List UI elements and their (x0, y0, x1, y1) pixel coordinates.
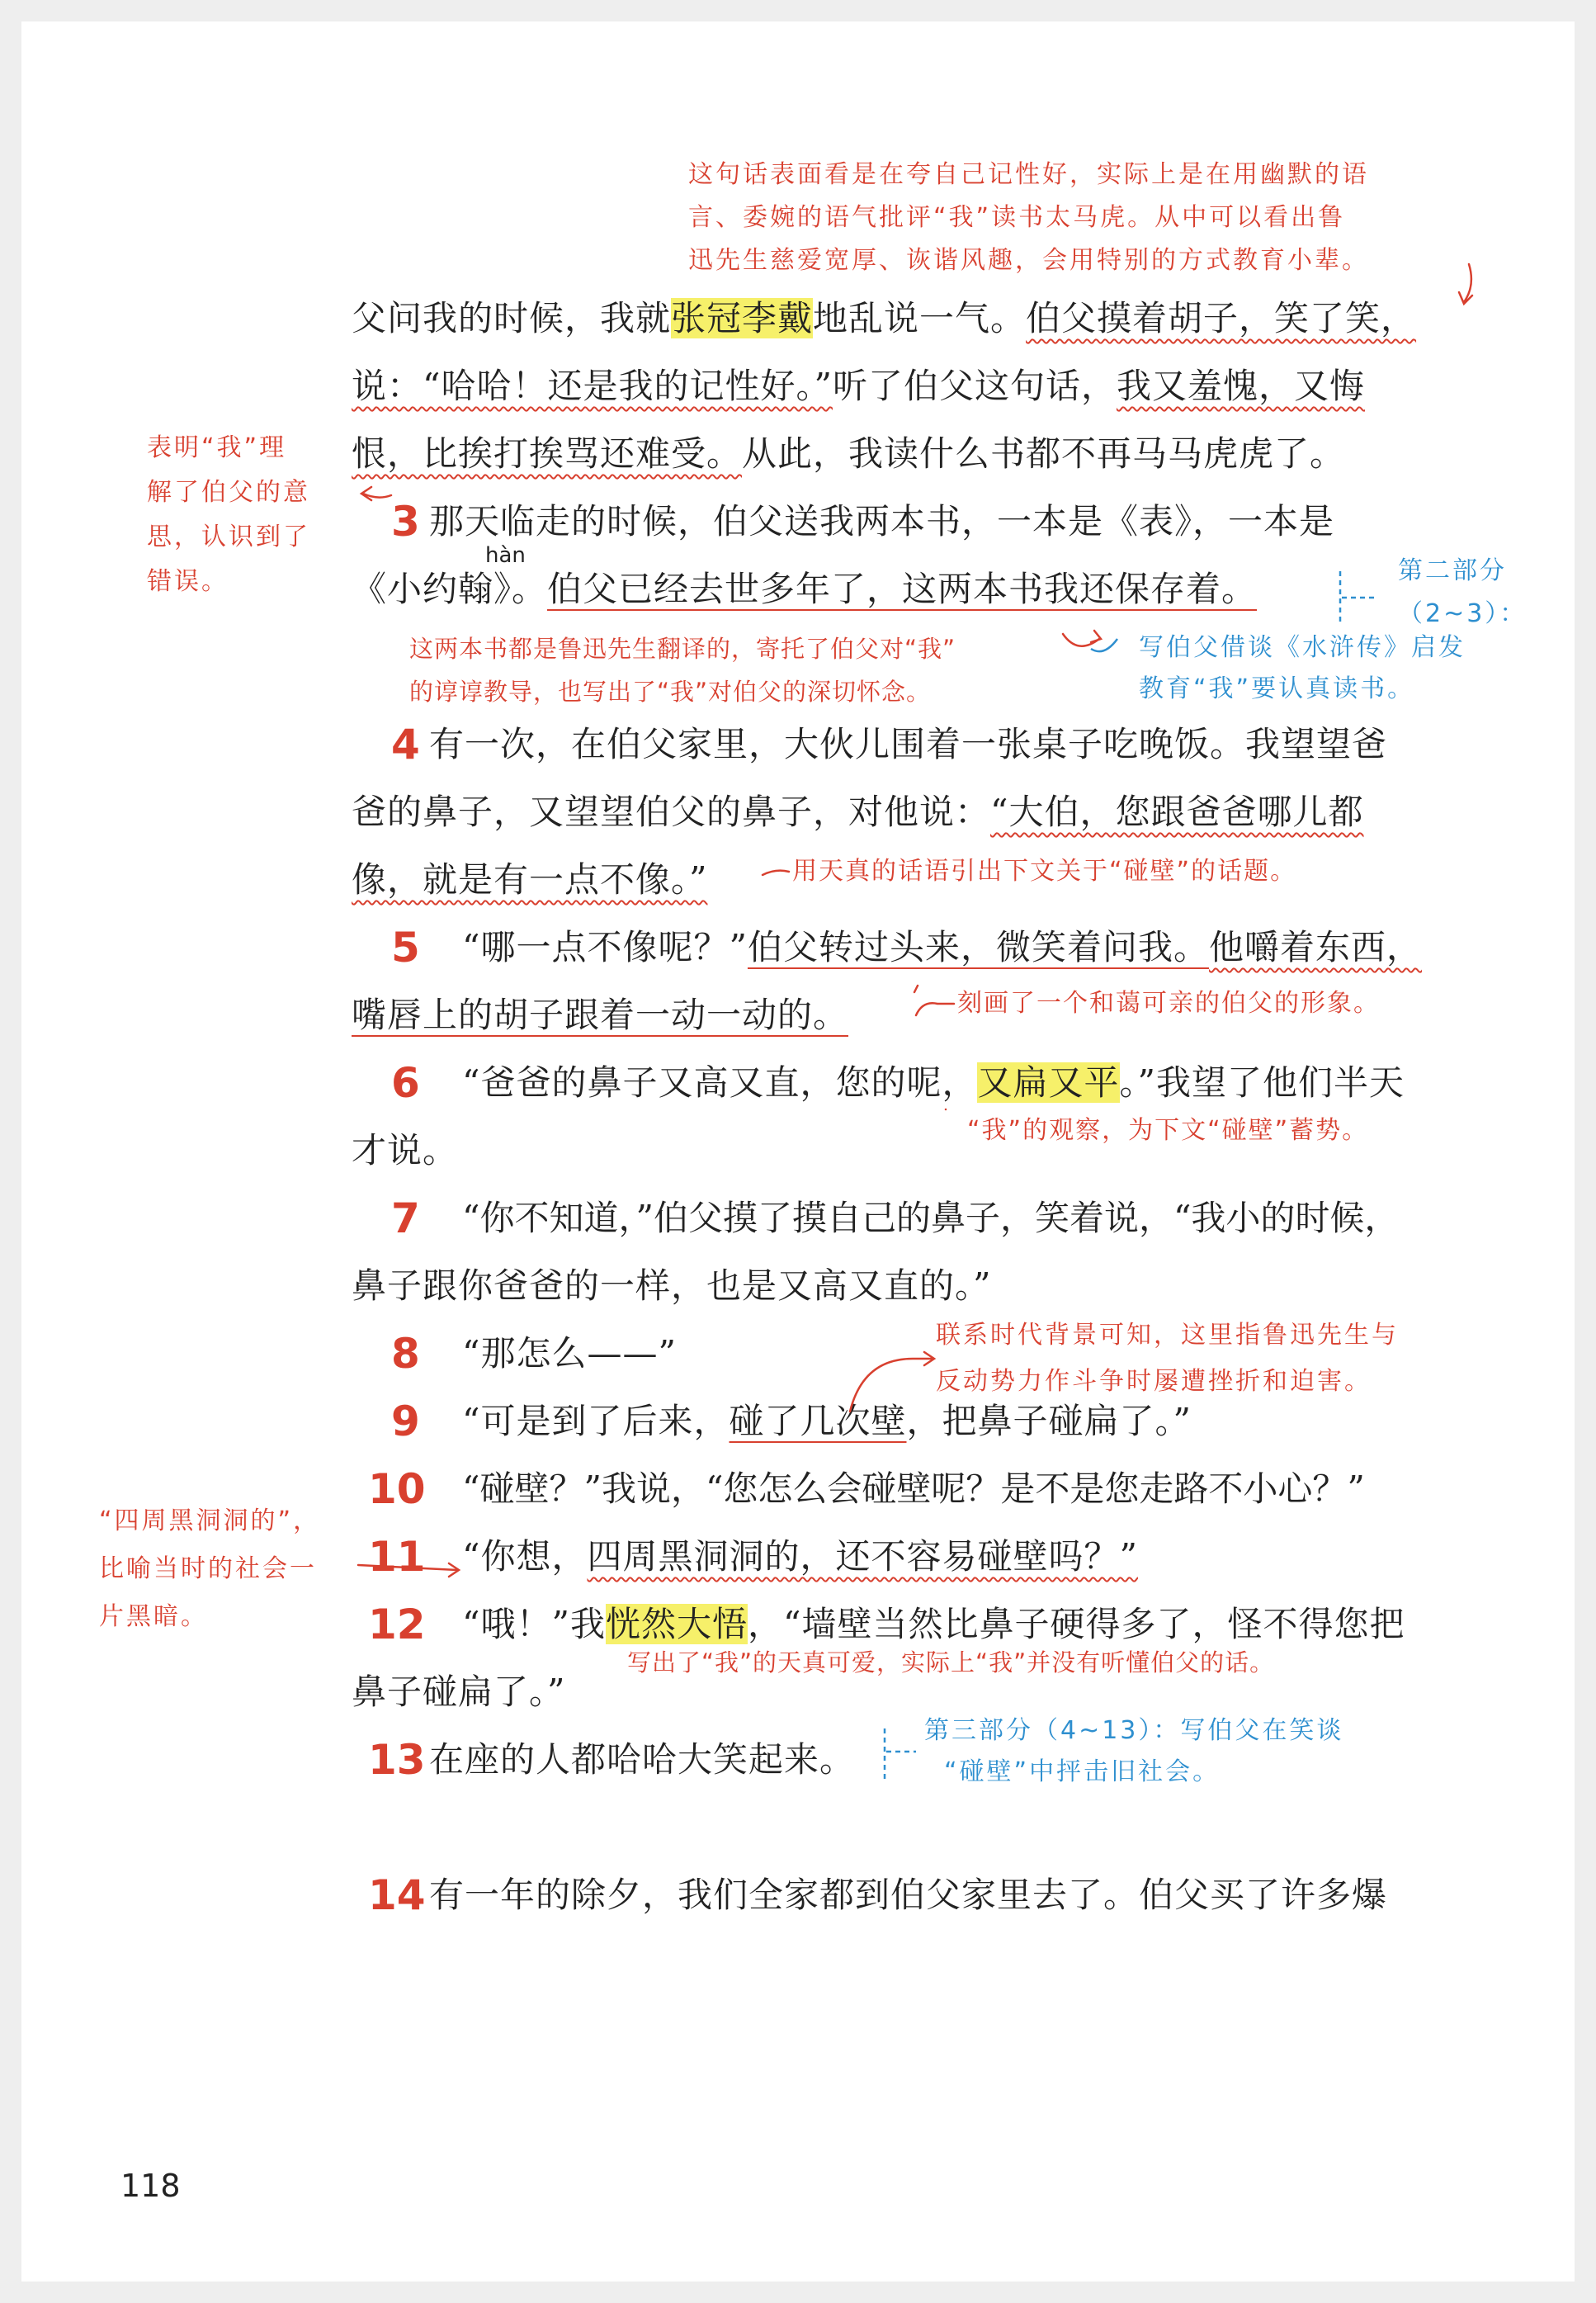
arrow-humor (1459, 264, 1472, 304)
note-line: 教育“我”要认真读书。 (1139, 674, 1415, 703)
wavy-underlined-text: “大伯，您跟爸爸哪儿都 (990, 792, 1364, 832)
note-line: 第三部分（4~13）：写伯父在笑谈 (924, 1716, 1344, 1745)
arrow-kind (914, 986, 954, 1015)
textbook-page (21, 21, 1575, 2282)
paragraph-number: 11 (368, 1533, 426, 1581)
text-line: 有一次，在伯父家里，大伙儿围着一张桌子吃晚饭。我望望爸 (429, 724, 1388, 764)
note-line: 迅先生慈爱宽厚、诙谐风趣，会用特别的方式教育小辈。 (688, 246, 1369, 275)
paragraph-number: 8 (391, 1330, 420, 1378)
note-line: 解了伯父的意 (147, 478, 310, 507)
wavy-underlined-text: 我又羞愧，又悔 (1116, 366, 1365, 406)
wavy-underlined-text: 四周黑洞洞的，还不容易碰壁吗？” (587, 1536, 1138, 1577)
paragraph-number: 10 (368, 1465, 426, 1513)
note-line: “碰壁”中抨击旧社会。 (944, 1757, 1221, 1786)
text-line: 才说。 (352, 1130, 459, 1170)
underlined-text: 伯父转过头来，微笑着问我。 (747, 927, 1209, 967)
text-run: 父问我的时候，我就 (352, 298, 672, 338)
note-line: 比喻当时的社会一 (99, 1554, 317, 1583)
note-line: 这句话表面看是在夸自己记性好，实际上是在用幽默的语 (688, 160, 1369, 189)
text-line: 鼻子碰扁了。” (352, 1672, 566, 1712)
annotation-connectors (21, 21, 1575, 2282)
wavy-underlined-text: 像，就是有一点不像。” (352, 859, 708, 900)
note-observe: “我”的观察，为下文“碰壁”蓄势。 (967, 1116, 1369, 1145)
underlined-text: 嘴唇上的胡子跟着一动一动的。 (352, 995, 849, 1035)
note-line: 的谆谆教导，也写出了“我”对伯父的深切怀念。 (409, 678, 932, 706)
text-line: “那怎么——” (462, 1333, 677, 1374)
note-line: 言、委婉的语气批评“我”读书太马虎。从中可以看出鲁 (688, 203, 1346, 232)
paragraph-number: 14 (368, 1871, 426, 1919)
text-run: 。”我望了他们半天 (1119, 1062, 1405, 1103)
arrow-realized (361, 487, 391, 500)
note-line: 反动势力作斗争时屡遭挫折和迫害。 (936, 1367, 1372, 1396)
text-line: 鼻子跟你爸爸的一样，也是又高又直的。” (352, 1265, 992, 1306)
text-line: 那天临走的时候，伯父送我两本书，一本是《表》，一本是 (429, 501, 1335, 541)
paragraph-number: 7 (391, 1194, 420, 1242)
text-run: “哦！”我 (462, 1604, 606, 1644)
note-line: 这两本书都是鲁迅先生翻译的，寄托了伯父对“我” (409, 635, 956, 663)
note-line: 写伯父借谈《水浒传》启发 (1139, 633, 1466, 662)
note-line: 联系时代背景可知，这里指鲁迅先生与 (936, 1321, 1399, 1350)
paragraph-number: 3 (391, 498, 420, 546)
text-line: 在座的人都哈哈大笑起来。 (429, 1739, 856, 1780)
paragraph-number: 4 (391, 721, 420, 768)
note-kind: 刻画了一个和蔼可亲的伯父的形象。 (957, 989, 1380, 1018)
paragraph-number: 13 (368, 1736, 426, 1784)
note-line: 思，认识到了 (147, 523, 310, 551)
wavy-underlined-text: 伯父摸着胡子，笑了笑， (1026, 298, 1417, 338)
note-naive: 用天真的话语引出下文关于“碰壁”的话题。 (792, 857, 1297, 886)
paragraph-number: 5 (391, 924, 420, 972)
arrow-naive (763, 871, 789, 875)
note-line: 片黑暗。 (99, 1602, 208, 1631)
note-cute: 写出了“我”的天真可爱，实际上“我”并没有听懂伯父的话。 (627, 1648, 1275, 1676)
text-run: “可是到了后来， (462, 1401, 730, 1441)
bracket-part-two (1340, 571, 1375, 622)
arrow-books (1063, 631, 1101, 646)
text-run: 爸的鼻子，又望望伯父的鼻子，对他说： (352, 792, 991, 832)
text-run: “你想， (462, 1536, 588, 1577)
text-run: “哪一点不像呢？” (462, 927, 748, 967)
underlined-text: 碰了几次壁 (729, 1401, 907, 1441)
paragraph-number: 9 (391, 1397, 420, 1445)
text-line: “你不知道，”伯父摸了摸自己的鼻子，笑着说，“我小的时候， (462, 1198, 1400, 1238)
text-line: “碰壁？”我说，“您怎么会碰壁呢？是不是您走路不小心？” (462, 1468, 1365, 1509)
text-run: 从此，我读什么书都不再马马虎虎了。 (742, 433, 1346, 474)
arrow-dark (358, 1563, 459, 1577)
note-line: 错误。 (147, 567, 229, 596)
wavy-underlined-text: 他嚼着东西， (1208, 927, 1422, 967)
text-run: 《小约翰》。 (352, 569, 548, 609)
highlighted-phrase: 张冠李戴 (671, 298, 814, 338)
underlined-text: 伯父已经去世多年了，这两本书我还保存着。 (547, 569, 1258, 609)
note-line: 第二部分 (1398, 556, 1507, 585)
text-run: ，“墙壁当然比鼻子硬得多了，怪不得您把 (747, 1604, 1405, 1644)
page-number: 118 (120, 2168, 181, 2204)
text-line: 有一年的除夕，我们全家都到伯父家里去了。伯父买了许多爆 (429, 1875, 1388, 1915)
pinyin-annotation: hàn (485, 543, 526, 568)
note-line: 表明“我”理 (147, 433, 287, 462)
text-run: 地乱说一气。 (813, 298, 1027, 338)
wavy-underlined-text: 说：“哈哈！还是我的记性好。” (352, 366, 833, 406)
arrow-era (850, 1352, 934, 1412)
text-run: 听了伯父这句话， (832, 366, 1117, 406)
wavy-underlined-text: 恨，比挨打挨骂还难受。 (352, 433, 743, 474)
paragraph-number: 6 (391, 1059, 420, 1107)
highlighted-phrase: 恍然大悟 (605, 1604, 748, 1644)
paragraph-number: 12 (368, 1601, 426, 1648)
text-run: “爸爸的鼻子又高又直，您的呢， (462, 1062, 978, 1103)
text-run: ，把鼻子碰扁了。” (906, 1401, 1192, 1441)
bracket-part-three (885, 1728, 916, 1780)
highlighted-phrase: 又扁又平 (977, 1062, 1120, 1103)
note-line: （2~3）： (1398, 599, 1528, 628)
note-line: “四周黑洞洞的”， (99, 1506, 321, 1535)
